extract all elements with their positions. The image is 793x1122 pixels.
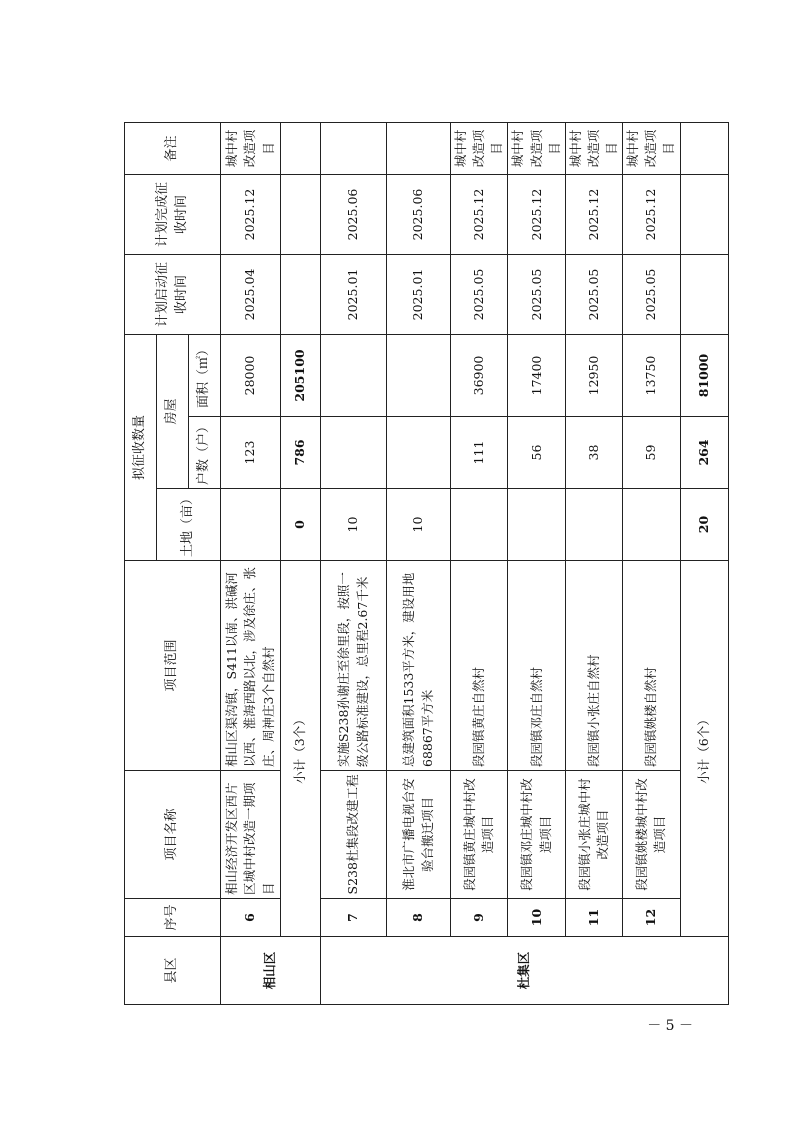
scope-cell: 相山区渠沟镇，S411以南、洪碱河以西、淮海西路以北，涉及徐庄、张庄、周神庄3个自然村 bbox=[221, 561, 281, 771]
page-number: － 5 － bbox=[647, 1018, 693, 1034]
area-cell bbox=[387, 334, 451, 416]
scope-cell: 段园镇邓庄自然村 bbox=[508, 561, 565, 771]
subtotal-area: 205100 bbox=[281, 334, 321, 416]
land-cell bbox=[451, 489, 508, 561]
start-cell: 2025.04 bbox=[221, 254, 281, 334]
seq-cell: 8 bbox=[387, 899, 451, 937]
table-header bbox=[125, 122, 221, 1004]
county-cell: 杜集区 bbox=[321, 937, 729, 1005]
finish-cell: 2025.06 bbox=[321, 174, 387, 254]
subtotal-area: 81000 bbox=[680, 334, 728, 416]
scope-cell: 段园镇黄庄自然村 bbox=[451, 561, 508, 771]
table-body bbox=[221, 122, 729, 1004]
start-cell: 2025.01 bbox=[387, 254, 451, 334]
area-cell: 12950 bbox=[565, 334, 622, 416]
seq-cell: 7 bbox=[321, 899, 387, 937]
note-cell: 城中村改造项目 bbox=[623, 122, 680, 174]
table-row bbox=[565, 122, 622, 1004]
finish-cell: 2025.12 bbox=[221, 174, 281, 254]
area-cell: 17400 bbox=[508, 334, 565, 416]
start-cell: 2025.01 bbox=[321, 254, 387, 334]
note-cell: 城中村改造项目 bbox=[565, 122, 622, 174]
scope-cell: 实施S238孙谢庄至徐里段，按照一级公路标准建设，总里程2.67千米 bbox=[321, 561, 387, 771]
table-row bbox=[221, 122, 281, 1004]
start-cell: 2025.05 bbox=[508, 254, 565, 334]
households-cell: 123 bbox=[221, 417, 281, 489]
name-cell: 淮北市广播电视台安验台搬迁项目 bbox=[387, 771, 451, 899]
subtotal-land: 20 bbox=[680, 489, 728, 561]
name-cell: 段园镇小张庄城中村改造项目 bbox=[565, 771, 622, 899]
header-scope: 项目范围 bbox=[125, 561, 221, 771]
start-cell: 2025.05 bbox=[451, 254, 508, 334]
expropriation-plan-table bbox=[124, 122, 729, 1005]
county-cell: 相山区 bbox=[221, 937, 321, 1005]
rotated-table-container bbox=[124, 123, 711, 1005]
name-cell: 段园镇姚楼城中村改造项目 bbox=[623, 771, 680, 899]
header-households: 户数（户） bbox=[189, 417, 221, 489]
header-land: 土地（亩） bbox=[157, 489, 221, 561]
subtotal-label: 小计（6个） bbox=[680, 561, 728, 937]
households-cell: 59 bbox=[623, 417, 680, 489]
land-cell bbox=[565, 489, 622, 561]
finish-cell: 2025.12 bbox=[565, 174, 622, 254]
subtotal-land: 0 bbox=[281, 489, 321, 561]
scope-cell: 总建筑面积1533平方米，建设用地68867平方米 bbox=[387, 561, 451, 771]
seq-cell: 6 bbox=[221, 899, 281, 937]
land-cell: 10 bbox=[321, 489, 387, 561]
seq-cell: 12 bbox=[623, 899, 680, 937]
finish-cell: 2025.12 bbox=[508, 174, 565, 254]
name-cell: 段园镇黄庄城中村改造项目 bbox=[451, 771, 508, 899]
note-cell: 城中村改造项目 bbox=[508, 122, 565, 174]
households-cell: 38 bbox=[565, 417, 622, 489]
subtotal-label: 小计（3个） bbox=[281, 561, 321, 937]
name-cell: 段园镇邓庄城中村改造项目 bbox=[508, 771, 565, 899]
seq-cell: 9 bbox=[451, 899, 508, 937]
land-cell bbox=[508, 489, 565, 561]
seq-cell: 11 bbox=[565, 899, 622, 937]
header-start: 计划启动征收时间 bbox=[125, 254, 221, 334]
subtotal-households: 786 bbox=[281, 417, 321, 489]
table-row bbox=[623, 122, 680, 1004]
area-cell: 36900 bbox=[451, 334, 508, 416]
table-row bbox=[451, 122, 508, 1004]
area-cell: 13750 bbox=[623, 334, 680, 416]
finish-cell: 2025.12 bbox=[623, 174, 680, 254]
scope-cell: 段园镇姚楼自然村 bbox=[623, 561, 680, 771]
area-cell bbox=[321, 334, 387, 416]
start-cell: 2025.05 bbox=[565, 254, 622, 334]
name-cell: 相山经济开发区西片区城中村改造一期项目 bbox=[221, 771, 281, 899]
table-row bbox=[387, 122, 451, 1004]
header-name: 项目名称 bbox=[125, 771, 221, 899]
households-cell: 111 bbox=[451, 417, 508, 489]
subtotal-row bbox=[281, 122, 321, 1004]
header-seq: 序号 bbox=[125, 899, 221, 937]
start-cell: 2025.05 bbox=[623, 254, 680, 334]
land-cell bbox=[623, 489, 680, 561]
header-house: 房屋 bbox=[157, 334, 189, 488]
name-cell: S238杜集段改建工程 bbox=[321, 771, 387, 899]
finish-cell: 2025.06 bbox=[387, 174, 451, 254]
header-note: 备注 bbox=[125, 122, 221, 174]
table-row bbox=[321, 122, 387, 1004]
finish-cell: 2025.12 bbox=[451, 174, 508, 254]
header-quantity: 拟征收数量 bbox=[125, 334, 157, 560]
land-cell bbox=[221, 489, 281, 561]
note-cell: 城中村改造项目 bbox=[221, 122, 281, 174]
subtotal-row bbox=[680, 122, 728, 1004]
households-cell bbox=[387, 417, 451, 489]
households-cell: 56 bbox=[508, 417, 565, 489]
header-finish: 计划完成征收时间 bbox=[125, 174, 221, 254]
land-cell: 10 bbox=[387, 489, 451, 561]
header-area: 面积（㎡） bbox=[189, 334, 221, 416]
households-cell bbox=[321, 417, 387, 489]
header-county: 县区 bbox=[125, 937, 221, 1005]
seq-cell: 10 bbox=[508, 899, 565, 937]
note-cell bbox=[321, 122, 387, 174]
note-cell bbox=[387, 122, 451, 174]
table-row bbox=[508, 122, 565, 1004]
note-cell: 城中村改造项目 bbox=[451, 122, 508, 174]
subtotal-households: 264 bbox=[680, 417, 728, 489]
area-cell: 28000 bbox=[221, 334, 281, 416]
scope-cell: 段园镇小张庄自然村 bbox=[565, 561, 622, 771]
